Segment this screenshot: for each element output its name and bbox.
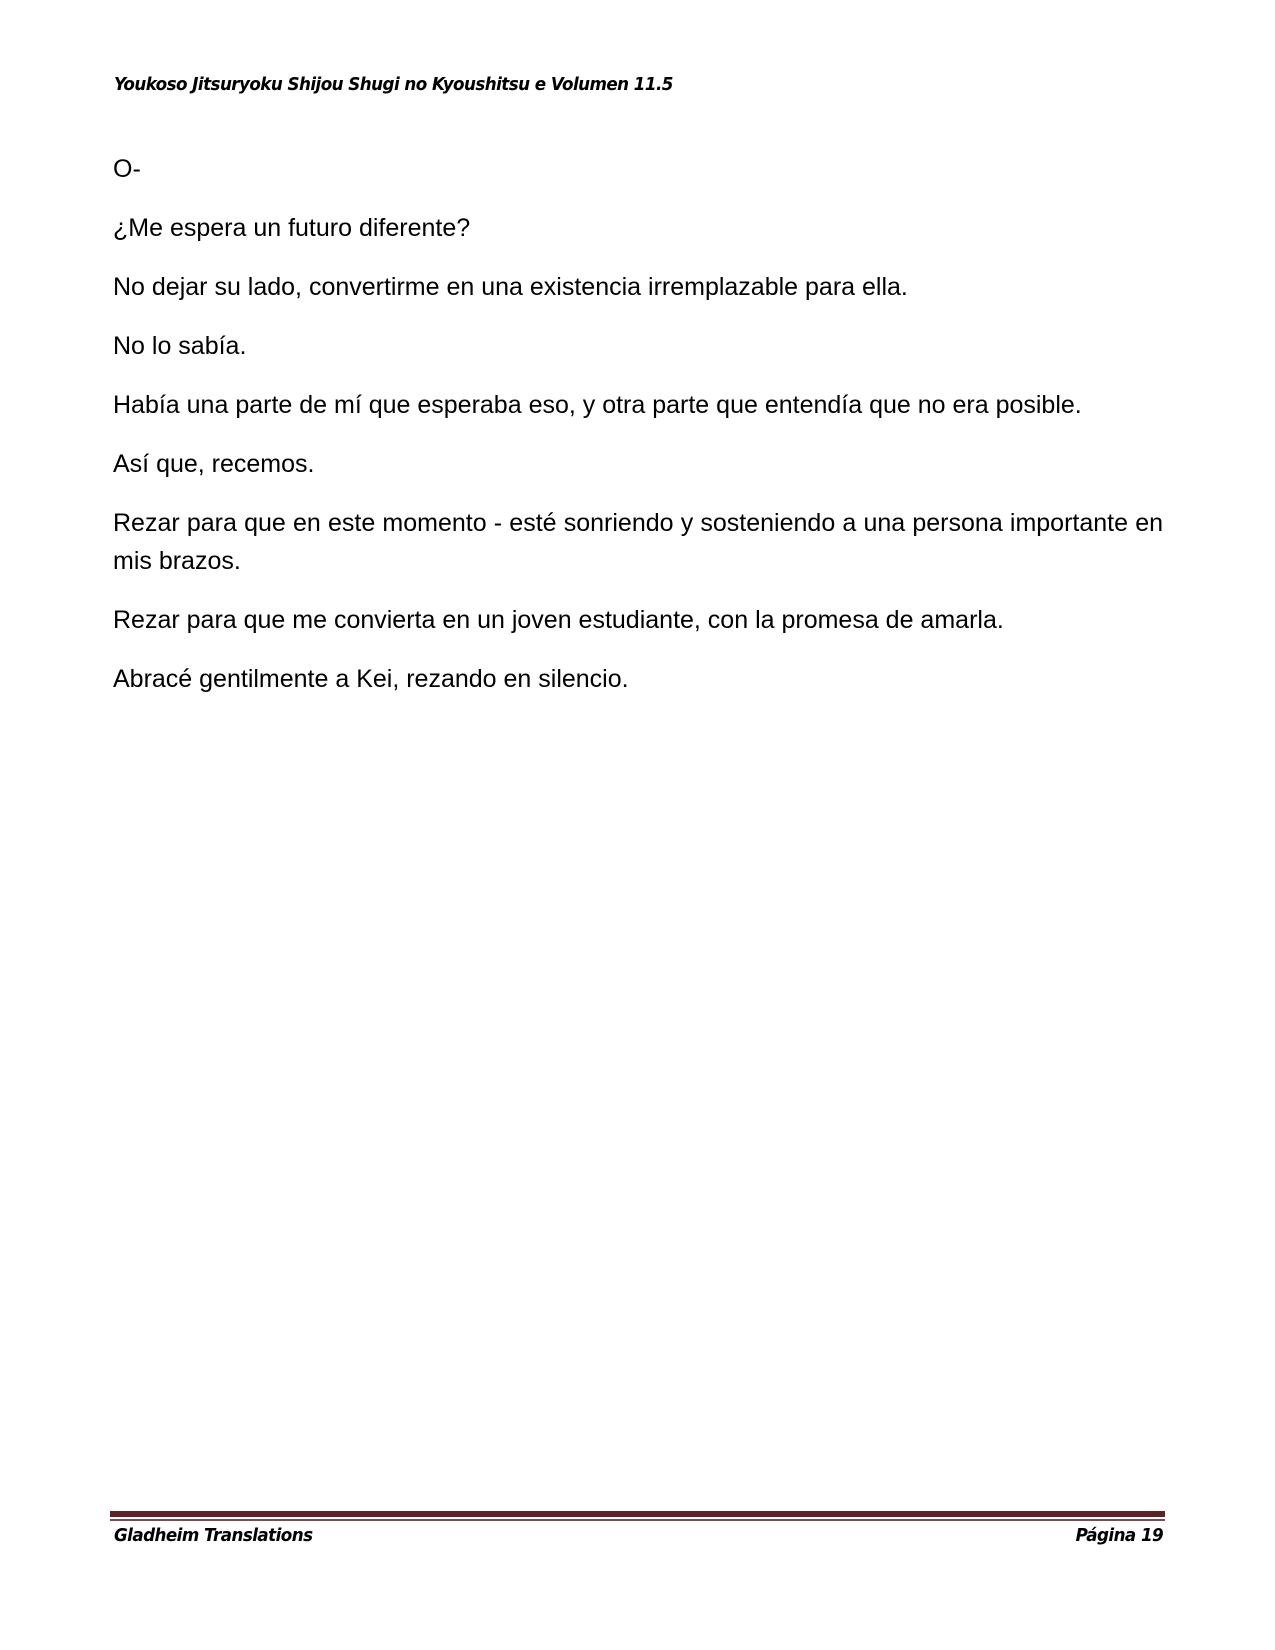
body-text (113, 150, 1163, 719)
paragraph: No dejar su lado, convertirme en una existencia irremplazable para ella. (113, 273, 908, 301)
paragraph: Había una parte de mí que esperaba eso, y otra parte que entendía que no era posible. (113, 391, 1082, 419)
paragraph: No lo sabía. (113, 332, 247, 360)
paragraph: Así que, recemos. (113, 450, 315, 478)
footer-publisher: Gladheim Translations (114, 1525, 313, 1546)
footer-divider-thin (110, 1519, 1165, 1521)
page-number: Página 19 (1075, 1525, 1163, 1546)
footer-divider (110, 1511, 1165, 1517)
paragraph: ¿Me espera un futuro diferente? (113, 214, 471, 242)
paragraph: Rezar para que en este momento - esté sonriendo y sosteniendo a una persona importante en mis brazos. (113, 509, 1163, 575)
paragraph: Abracé gentilmente a Kei, rezando en silencio. (113, 665, 629, 693)
running-header: Youkoso Jitsuryoku Shijou Shugi no Kyoushitsu e Volumen 11.5 (114, 74, 673, 95)
paragraph: O- (113, 155, 141, 183)
paragraph: Rezar para que me convierta en un joven estudiante, con la promesa de amarla. (113, 606, 1004, 634)
